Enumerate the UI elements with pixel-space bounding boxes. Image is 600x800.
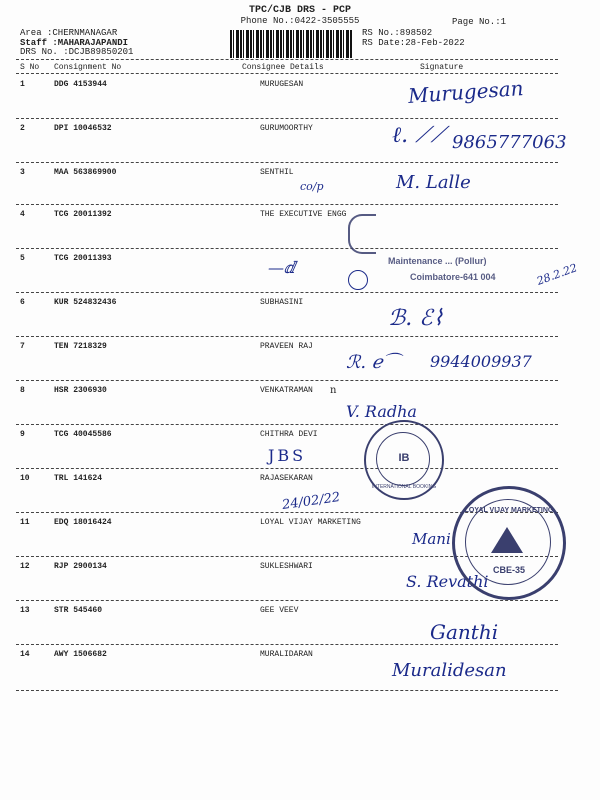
row-consignment: TCG 40045586 [54,430,112,439]
area-label: Area :CHERNMANAGAR [20,28,118,38]
signature-2-phone: 9865777063 [452,132,567,153]
row-separator [16,204,558,205]
row-consignment: TCG 20011393 [54,254,112,263]
row-consignment: HSR 2306930 [54,386,107,395]
row-consignment: AWY 1506682 [54,650,107,659]
row-consignment: DDG 4153944 [54,80,107,89]
row-sno: 10 [20,474,30,483]
signature-9: JBS [268,446,307,465]
signature-3: M. Lalle [396,172,471,193]
international-stamp [364,420,444,500]
col-signature: Signature [420,63,464,72]
phone-number: Phone No.:0422-3505555 [240,16,360,26]
stamp-center: IB [398,452,410,464]
drs-no-label: DRS No. :DCJB89850201 [20,47,134,57]
signature-5-date: 28.2.22 [535,261,579,288]
row-consignment: MAA 563869900 [54,168,117,177]
row-sno: 13 [20,606,30,615]
col-consignee: Consignee Details [242,63,324,72]
row-consignee: GURUMOORTHY [260,124,313,133]
row-separator [16,644,558,645]
row-sno: 12 [20,562,30,571]
row-sno: 5 [20,254,25,263]
venkatraman-suffix: n [330,385,337,396]
signature-7-phone: 9944009937 [430,352,532,371]
row-sno: 6 [20,298,25,307]
staff-label: Staff :MAHARAJAPANDI [20,38,129,48]
signature-7: ℛ. ℯ⌒ [346,352,401,373]
row-consignee: GEE VEEV [260,606,299,615]
row-consignment: STR 545460 [54,606,103,615]
row-sno: 2 [20,124,25,133]
signature-2: ℓ. ⟋⟋ [392,123,446,148]
row-consignee: SUBHASINI [260,298,304,307]
row-sno: 11 [20,518,30,527]
signature-11: Mani [412,530,451,548]
row-consignment: EDQ 18016424 [54,518,112,527]
row-consignment: KUR 524832436 [54,298,117,307]
row-consignee: THE EXECUTIVE ENGG [260,210,347,219]
signature-3-note: co/p [300,180,324,193]
row-consignee: VENKATRAMAN [260,386,313,395]
row-separator [16,162,558,163]
row-consignee: MURUGESAN [260,80,304,89]
row-separator [16,424,558,425]
row-separator [16,690,558,691]
stamp-bracket [348,214,376,254]
row-sno: 14 [20,650,30,659]
circled-mark [348,270,368,290]
row-sno: 1 [20,80,25,89]
row-consignment: TCG 20011392 [54,210,112,219]
row-sno: 3 [20,168,25,177]
loyal-vijay-stamp [452,486,566,600]
barcode [230,30,352,58]
row-separator [16,118,558,119]
page-number: Page No.:1 [452,17,507,27]
signature-12: S. Revathi [406,572,489,591]
signature-6: ℬ. ℰ⌇ [388,306,444,331]
row-separator [16,380,558,381]
signature-5: —ⅆ [268,258,296,277]
stamp-name: LOYAL VIJAY MARKETING [464,507,554,514]
row-separator [16,468,558,469]
col-consignment: Consignment No [54,63,122,72]
signature-1: Murugesan [407,76,525,108]
stamp-line-1: Maintenance ... (Pollur) [388,256,487,266]
signature-14: Muralidesan [392,660,507,681]
rs-date: RS Date:28-Feb-2022 [362,38,465,48]
rs-no: RS No.:898502 [362,28,433,38]
col-sno: S No [20,63,40,72]
row-separator [16,600,558,601]
row-consignee: SUKLESHWARI [260,562,313,571]
signature-8: V. Radha [346,402,417,421]
signature-10: 24/02/22 [281,490,342,513]
header-rule [16,73,558,74]
stamp-line-2: Coimbatore-641 004 [410,272,496,282]
row-consignee: SENTHIL [260,168,294,177]
stamp-ring-text: INTERNATIONAL BOOKING [371,484,437,490]
row-consignment: RJP 2900134 [54,562,107,571]
row-consignment: TEN 7218329 [54,342,107,351]
row-consignee: PRAVEEN RAJ [260,342,313,351]
row-separator [16,336,558,337]
header-rule [16,59,558,60]
doc-title: TPC/CJB DRS - PCP [248,5,352,16]
row-consignee: LOYAL VIJAY MARKETING [260,518,361,527]
stamp-code: CBE-35 [492,565,525,575]
row-consignment: TRL 141624 [54,474,103,483]
row-consignee: CHITHRA DEVI [260,430,318,439]
row-sno: 8 [20,386,25,395]
row-consignee: RAJASEKARAN [260,474,313,483]
row-sno: 9 [20,430,25,439]
row-consignment: DPI 10046532 [54,124,112,133]
row-sno: 7 [20,342,25,351]
row-separator [16,292,558,293]
signature-13: Ganthi [430,620,499,644]
row-sno: 4 [20,210,25,219]
row-consignee: MURALIDARAN [260,650,313,659]
maintenance-stamp [348,214,496,284]
